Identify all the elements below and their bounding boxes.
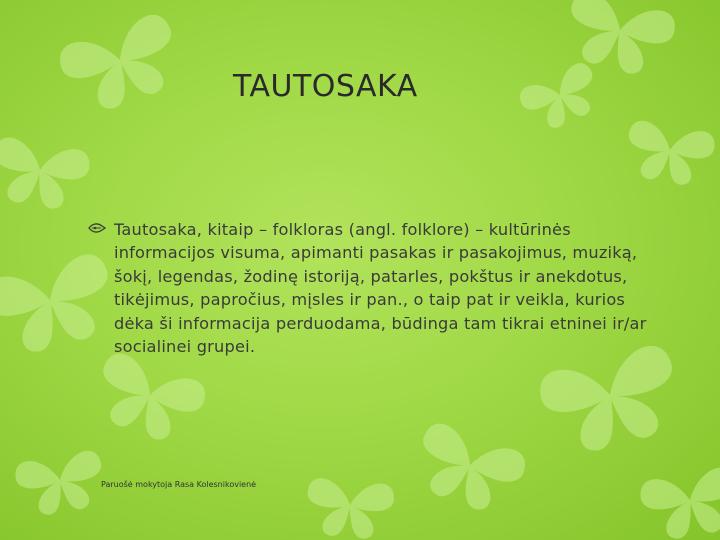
butterfly-shape [304,477,395,540]
butterfly-shape [87,349,210,450]
butterfly-shape [55,10,189,120]
bullet-item [88,218,648,358]
butterfly-shape [622,119,717,190]
butterfly-shape [407,419,530,520]
butterfly-shape [13,449,108,520]
slide-title: TAUTOSAKA [233,69,418,104]
slide-body-text: Tautosaka, kitaip – folkloras (angl. folklore) – kultūrinės informacijos visuma, apimanti pasakas ir pasakojimus, muziką, šokį, legendas, žodinę istoriją, patarles, pokštus ir anekdotus, tikėjimus, papročius, mįsles ir pan., o taip pat ir veikla, kurios dėka ši informacija perduodama, būdinga tam tikrai etninei ir/ar socialinei grupei. [114,220,647,357]
butterfly-shape [638,465,720,540]
butterfly-shape [0,135,92,214]
pen-nib-icon [88,220,106,236]
author-footer: Paruošė mokytoja Rasa Kolesnikovienė [101,480,257,489]
butterfly-shape [535,341,688,461]
butterfly-shape [516,59,607,137]
